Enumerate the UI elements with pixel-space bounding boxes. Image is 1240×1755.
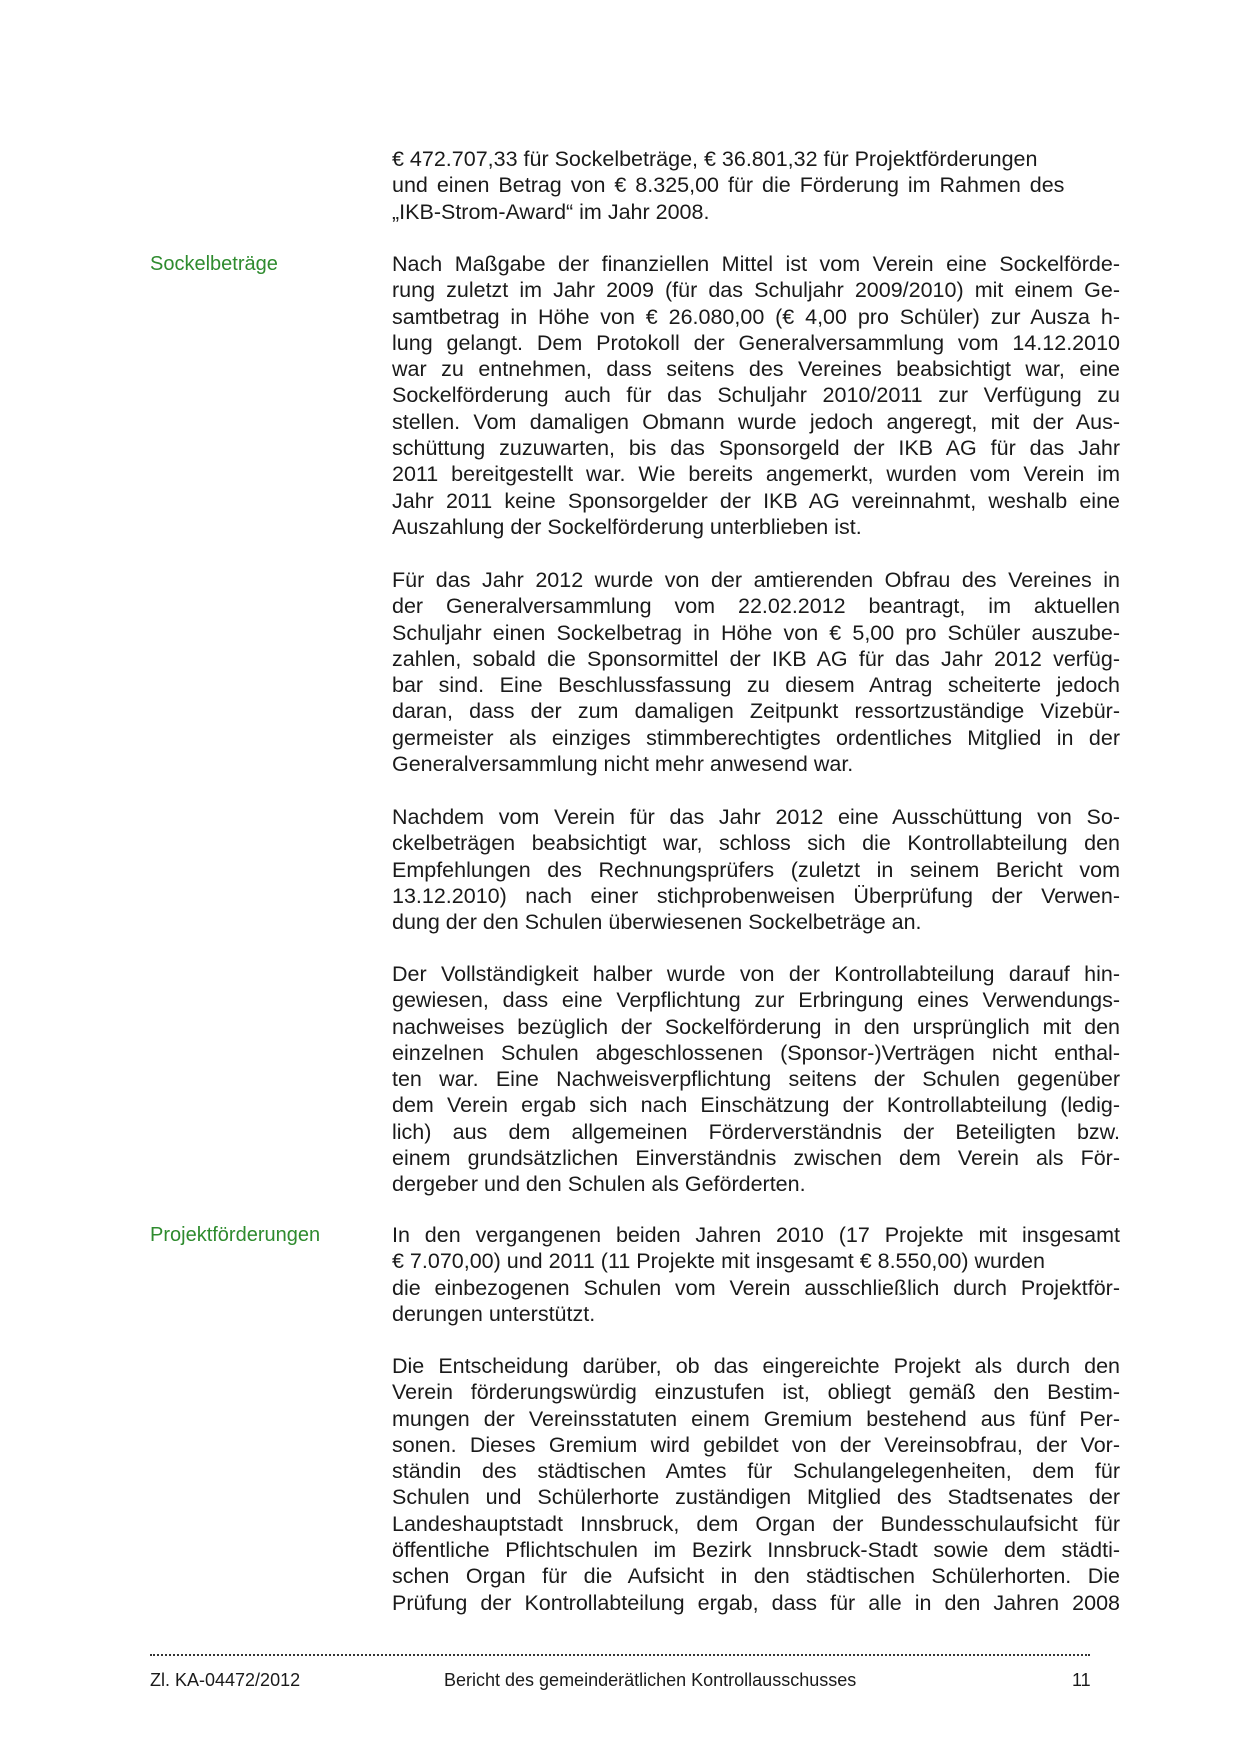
paragraph (392, 251, 1120, 540)
text-line: ten war. Eine Nachweisverpflichtung seitens der Schulen gegenüber (392, 1067, 1120, 1092)
text-line: 13.12.2010) nach einer stichprobenweisen Überprüfung der Verwen- (392, 883, 1120, 908)
text-line: 2011 bereitgestellt war. Wie bereits angemerkt, wurden vom Verein im (392, 462, 1120, 487)
paragraph (392, 961, 1120, 1198)
text-line: sonen. Dieses Gremium wird gebildet von der Vereinsobfrau, der Vor- (392, 1432, 1120, 1457)
text-line: Empfehlungen des Rechnungsprüfers (zuletzt in seinem Bericht vom (392, 857, 1120, 882)
text-line: schüttung zuzuwarten, bis das Sponsorgeld der IKB AG für das Jahr (392, 436, 1120, 461)
text-line: Sockelförderung auch für das Schuljahr 2010/2011 zur Verfügung zu (392, 383, 1120, 408)
text-line: Verein förderungswürdig einzustufen ist, obliegt gemäß den Bestim- (392, 1380, 1120, 1405)
text-line: ckelbeträgen beabsichtigt war, schloss sich die Kontrollabteilung den (392, 831, 1120, 856)
text-line: Auszahlung der Sockelförderung unterblieben ist. (392, 514, 862, 539)
text-line: Prüfung der Kontrollabteilung ergab, dass für alle in den Jahren 2008 (392, 1590, 1120, 1615)
text-line: Nach Maßgabe der finanziellen Mittel ist vom Verein eine Sockelförde- (392, 252, 1120, 276)
text-line: germeister als einziges stimmberechtigtes ordentliches Mitglied in der (392, 725, 1120, 750)
margin-label-sockelbetraege: Sockelbeträge (150, 253, 278, 275)
text-line: ständin des städtischen Amtes für Schulangelegenheiten, dem für (392, 1459, 1120, 1484)
text-line: In den vergangenen beiden Jahren 2010 (17 Projekte mit insgesamt (392, 1223, 1120, 1247)
text-line: derungen unterstützt. (392, 1301, 596, 1326)
text-line: € 472.707,33 für Sockelbeträge, € 36.801,32 für Projektförderungen (392, 147, 1038, 171)
text-line: bar sind. Eine Beschlussfassung zu diesem Antrag scheiterte jedoch (392, 673, 1120, 698)
paragraph (392, 1222, 1120, 1327)
text-line: war zu entnehmen, dass seitens des Vereines beabsichtigt war, eine (392, 357, 1120, 382)
text-line: der Generalversammlung vom 22.02.2012 beantragt, im aktuellen (392, 594, 1120, 619)
text-line: dergeber und den Schulen als Geförderten. (392, 1172, 806, 1197)
text-line: rung zuletzt im Jahr 2009 (für das Schuljahr 2009/2010) mit einem Ge- (392, 278, 1120, 303)
text-line: Der Vollständigkeit halber wurde von der Kontrollabteilung darauf hin- (392, 962, 1120, 986)
text-line: Schuljahr einen Sockelbetrag in Höhe von € 5,00 pro Schüler auszube- (392, 620, 1120, 645)
paragraph (392, 1353, 1120, 1616)
text-line: Nachdem vom Verein für das Jahr 2012 eine Ausschüttung von So- (392, 805, 1120, 829)
footer-divider (150, 1654, 1090, 1656)
text-line: samtbetrag in Höhe von € 26.080,00 (€ 4,00 pro Schüler) zur Ausza h- (392, 304, 1120, 329)
text-line: daran, dass der zum damaligen Zeitpunkt ressortzuständige Vizebür- (392, 699, 1120, 724)
text-line: Schulen und Schülerhorte zuständigen Mitglied des Stadtsenates der (392, 1485, 1120, 1510)
text-line: einzelnen Schulen abgeschlossenen (Sponsor-)Verträgen nicht enthal- (392, 1040, 1120, 1065)
text-line: lich) aus dem allgemeinen Förderverständnis der Beteiligten bzw. (392, 1119, 1120, 1144)
text-line: schen Organ für die Aufsicht in den städtischen Schülerhorten. Die (392, 1564, 1120, 1589)
text-line: einem grundsätzlichen Einverständnis zwischen dem Verein als För- (392, 1146, 1120, 1171)
text-line: € 7.070,00) und 2011 (11 Projekte mit insgesamt € 8.550,00) wurden (392, 1249, 1045, 1274)
text-line: Die Entscheidung darüber, ob das eingereichte Projekt als durch den (392, 1354, 1120, 1378)
text-line: dung der den Schulen überwiesenen Sockelbeträge an. (392, 910, 922, 935)
page-number: 11 (1072, 1670, 1091, 1690)
paragraph (392, 567, 1120, 777)
text-line: Für das Jahr 2012 wurde von der amtierenden Obfrau des Vereines in (392, 568, 1120, 592)
footer-title: Bericht des gemeinderätlichen Kontrollausschusses (444, 1670, 857, 1690)
text-line: nachweises bezüglich der Sockelförderung in den ursprünglich mit den (392, 1014, 1120, 1039)
paragraph (392, 804, 1120, 935)
text-line: mungen der Vereinsstatuten einem Gremium bestehend aus fünf Per- (392, 1406, 1120, 1431)
text-line: die einbezogenen Schulen vom Verein ausschließlich durch Projektför- (392, 1275, 1120, 1300)
footer-reference: Zl. KA-04472/2012 (150, 1670, 301, 1690)
text-line: Landeshauptstadt Innsbruck, dem Organ der Bundesschulaufsicht für (392, 1511, 1120, 1536)
text-line: zahlen, sobald die Sponsormittel der IKB AG für das Jahr 2012 verfüg- (392, 646, 1120, 671)
text-line: „IKB-Strom-Award“ im Jahr 2008. (392, 199, 710, 224)
text-line: dem Verein ergab sich nach Einschätzung der Kontrollabteilung (ledig- (392, 1093, 1120, 1118)
text-line: und einen Betrag von € 8.325,00 für die Förderung im Rahmen des (392, 173, 1065, 198)
text-line: gewiesen, dass eine Verpflichtung zur Erbringung eines Verwendungs- (392, 988, 1120, 1013)
text-line: Generalversammlung nicht mehr anwesend war. (392, 752, 854, 777)
text-line: Jahr 2011 keine Sponsorgelder der IKB AG vereinnahmt, weshalb eine (392, 488, 1120, 513)
intro-paragraph (392, 146, 1120, 225)
margin-label-projektfoerderungen: Projektförderungen (150, 1224, 321, 1246)
text-line: stellen. Vom damaligen Obmann wurde jedoch angeregt, mit der Aus- (392, 409, 1120, 434)
text-line: lung gelangt. Dem Protokoll der Generalversammlung vom 14.12.2010 (392, 330, 1120, 355)
text-line: öffentliche Pflichtschulen im Bezirk Innsbruck-Stadt sowie dem städti- (392, 1538, 1120, 1563)
